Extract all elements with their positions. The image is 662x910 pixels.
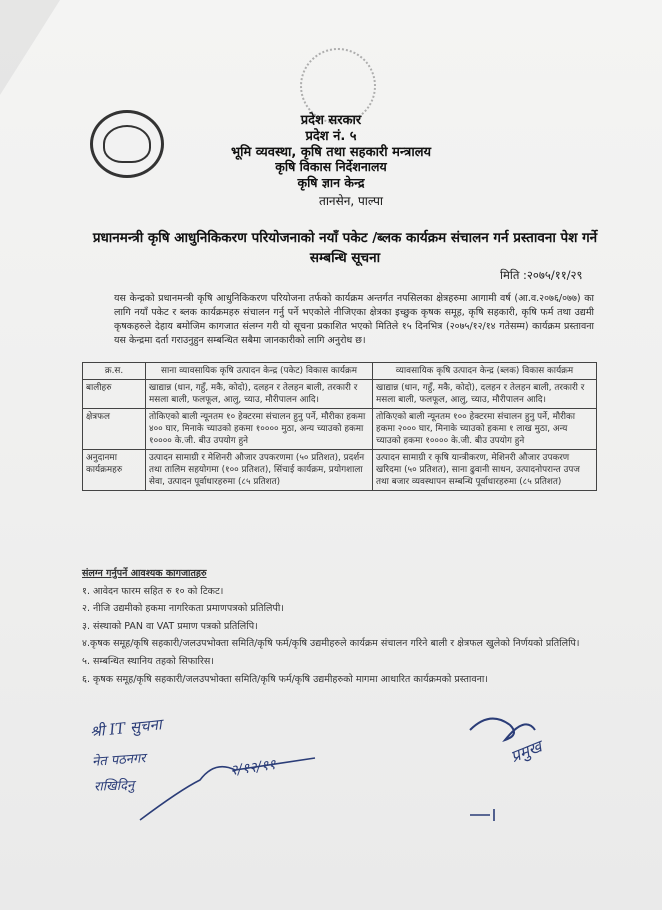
list-item: ३. संस्थाको PAN वा VAT प्रमाण पत्रको प्रतिलिपि। [82, 620, 258, 632]
notice-date: मिति :२०७५/११/२९ [500, 268, 583, 282]
handwritten-date: २/१२/११ [229, 756, 277, 780]
handwritten-note-line1: श्री IT सुचना [89, 715, 163, 741]
header-province-govt: प्रदेश सरकार [300, 113, 362, 128]
requirements-title: संलग्न गर्नुपर्ने आवश्यक कागजातहरु [82, 568, 207, 579]
table-cell: क्षेत्रफल [83, 409, 146, 450]
table-cell: तोकिएको बाली न्यूनतम १० हेक्टरमा संचालन हुनु पर्ने, मौरीका हकमा ४०० घार, मिनाके च्याउको हकमा १०००० मुठा, अन्य च्याउको हकमा १०००० के.जी. बीउ उपयोग हुने [146, 409, 373, 450]
handwritten-note-line3: राखिदिनु [93, 778, 135, 795]
list-item: ६. कृषक समूह/कृषि सहकारी/जलउपभोक्ता समिति/कृषि फर्म/कृषि उद्यमीहरुको मागमा आधारित कार्यक्रमको प्रस्तावना। [82, 673, 488, 685]
list-item: ४.कृषक समूह/कृषि सहकारी/जलउपभोक्ता समिति/कृषि फर्म/कृषि उद्यमीहरुले कार्यक्रम संचालन गरिने बाली र क्षेत्रफल खुलेको निर्णयको प्रतिलिपि। [82, 638, 580, 649]
table-cell: उत्पादन सामाग्री र मेशिनरी औजार उपकरणमा (५० प्रतिशत), प्रदर्शन तथा तालिम सहयोगमा (१०० प्रतिशत), सिंचाई कार्यक्रम, प्रयोगशाला सेवा, उत्पादन पूर्वाधारहरुमा (८५ प्रतिशत) [146, 450, 373, 491]
table-header-cell: साना व्यावसायिक कृषि उत्पादन केन्द्र (पकेट) विकास कार्यक्रम [146, 363, 373, 380]
notice-intro: यस केन्द्रको प्रधानमन्त्री कृषि आधुनिकिकरण परियोजना तर्फको कार्यक्रम अन्तर्गत नपसिलका क्षेत्रहरुमा आगामी वर्ष (आ.व.२०७६/०७७) का लागि नयाँ पकेट र ब्लक कार्यक्रमहरु संचालन गर्नु पर्ने भएकोले नीजिएका क्षेत्रका इच्छुक कृषक समूह, कृषि सहकारी, कृषि फर्म तथा उद्यमी कृषकहरुले देहाय बमोजिम कागजात संलग्न गरी यो सूचना प्रकाशित भएको मितिले १५ दिनभित्र (२०७५/१२/१४ गतेसम्म) कार्यक्रम प्रस्तावना यस केन्द्रमा दर्ता गराउनुहुन सम्बन्धित सबैमा जानकारीको लागि अनुरोध छ। [114, 293, 594, 346]
handwritten-chief-title: प्रमुख [507, 736, 545, 767]
handwritten-note-line2: नेत पठनगर [91, 751, 147, 770]
table-cell: अनुदानमा कार्यक्रमहरु [83, 450, 146, 491]
table-cell: तोकिएको बाली न्यूनतम १०० हेक्टरमा संचालन हुनु पर्ने, मौरीका हकमा २००० घार, मिनाके च्याउको हकमा १ लाख मुठा, अन्य च्याउको हकमा १०००० के.जी. बीउ उपयोग हुने [373, 409, 597, 450]
header-directorate: कृषि विकास निर्देशनालय [275, 159, 387, 174]
table-cell: खाद्यान्न (धान, गहुँ, मकै, कोदो), दलहन र तेलहन बाली, तरकारी र मसला बाली, फलफूल, आलु, च्याउ, मौरीपालन आदि। [146, 380, 373, 409]
table-cell: बालीहरु [83, 380, 146, 409]
table-cell: उत्पादन सामाग्री र कृषि यान्त्रीकरण, मेशिनरी औजार उपकरण खरिदमा (५० प्रतिशत), साना ढुवानी साधन, उत्पादनोपरान्त उपज तथा बजार व्यवस्थापन सम्बन्धि पूर्वाधारहरुमा (८५ प्रतिशत) [373, 450, 597, 491]
header-location: तानसेन, पाल्पा [318, 194, 383, 208]
table-header-cell: क्र.स. [83, 363, 146, 380]
table-header-cell: व्यावसायिक कृषि उत्पादन केन्द्र (ब्लक) विकास कार्यक्रम [373, 363, 597, 380]
header-center: कृषि ज्ञान केन्द्र [297, 175, 365, 190]
header-ministry: भूमि व्यवस्था, कृषि तथा सहकारी मन्त्रालय [230, 145, 432, 160]
header-province-no: प्रदेश नं. ५ [305, 129, 357, 144]
notice-title: प्रधानमन्त्री कृषि आधुनिकिकरण परियोजनाको नयाँ पकेट /ब्लक कार्यक्रम संचालन गर्न प्रस्तावना पेश गर्ने सम्बन्धि सूचना [92, 230, 598, 266]
list-item: ५. सम्बन्धित स्थानिय तहको सिफारिस। [82, 656, 214, 667]
list-item: २. नीजि उद्यमीको हकमा नागरिकता प्रमाणपत्रको प्रतिलिपी। [82, 603, 284, 614]
table-cell: खाद्यान्न (धान, गहुँ, मकै, कोदो), दलहन र तेलहन बाली, तरकारी र मसला बाली, फलफूल, आलु, च्याउ, मौरीपालन आदि। [373, 380, 597, 409]
list-item: १. आवेदन फारम सहित रु १० को टिकट। [82, 585, 224, 597]
